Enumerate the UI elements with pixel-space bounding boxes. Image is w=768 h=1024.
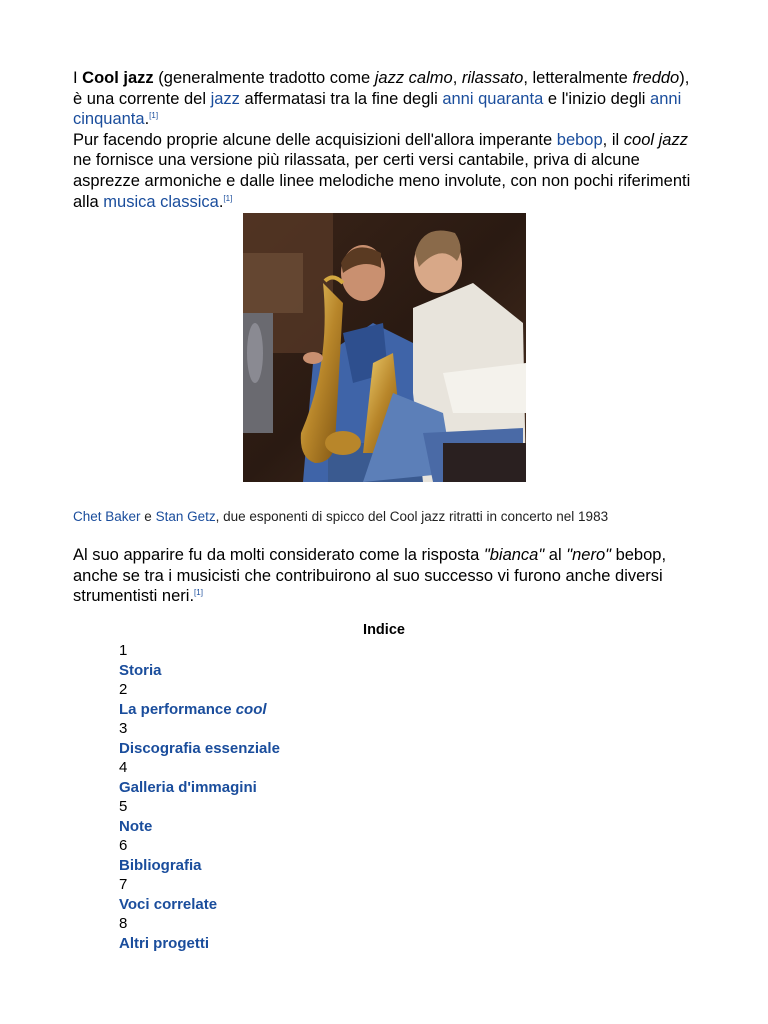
link-stan-getz[interactable]: Stan Getz <box>155 509 216 524</box>
toc-number: 4 <box>119 759 128 776</box>
link-chet-baker[interactable]: Chet Baker <box>73 509 141 524</box>
text: ), è una corrente del <box>73 69 690 108</box>
link-anni-cinquanta[interactable]: anni cinquanta <box>73 89 682 129</box>
image-caption <box>73 507 703 526</box>
text: rilassato <box>461 69 524 87</box>
paragraph-bebop <box>73 130 703 212</box>
text: e l'inizio degli <box>543 89 651 108</box>
toc-item-storia[interactable]: Storia <box>119 661 162 679</box>
table-of-contents <box>119 641 280 953</box>
text: . <box>144 110 150 129</box>
toc-item-label: La performance <box>119 700 236 718</box>
toc-item-galleria[interactable]: Galleria d'immagini <box>119 778 257 796</box>
toc-number: 3 <box>119 720 128 737</box>
text: , letteralmente <box>523 69 633 87</box>
toc-number: 8 <box>119 915 128 932</box>
toc-item-performance-cool[interactable] <box>119 700 280 720</box>
toc-item-voci-correlate[interactable]: Voci correlate <box>119 895 218 913</box>
toc-item-label-italic: cool <box>235 700 267 718</box>
paragraph-intro <box>73 68 703 130</box>
toc-number: 5 <box>119 798 128 815</box>
toc-number: 7 <box>119 876 128 893</box>
text: freddo <box>632 69 680 87</box>
text: bebop, anche se tra i musicisti che contribuirono al suo successo vi furono anche diversi strumentisti neri. <box>73 546 667 606</box>
article-intro <box>73 68 703 212</box>
text: "nero" <box>566 546 611 564</box>
reference-link[interactable]: [1] <box>223 193 233 203</box>
text: e <box>140 509 156 524</box>
text: , il <box>602 130 624 149</box>
text: (generalmente tradotto come <box>153 69 375 87</box>
link-anni-quaranta[interactable]: anni quaranta <box>442 89 544 108</box>
toc-item-note[interactable]: Note <box>119 817 153 835</box>
text: jazz calmo <box>374 69 453 87</box>
term-cool-jazz: Cool jazz <box>82 69 154 87</box>
text: ne fornisce una versione più rilassata, per certi versi cantabile, priva di alcune asprezze armoniche e dalle linee melodiche meno involute, con non pochi riferimenti alla <box>73 151 691 211</box>
toc-item-bibliografia[interactable]: Bibliografia <box>119 856 202 874</box>
text: al <box>544 546 567 564</box>
text: Al suo apparire fu da molti considerato come la risposta <box>73 546 484 564</box>
text: , due esponenti di spicco del Cool jazz ritratti in concerto nel 1983 <box>215 509 609 524</box>
toc-item-altri-progetti[interactable]: Altri progetti <box>119 934 209 952</box>
link-musica-classica[interactable]: musica classica <box>103 192 219 211</box>
toc-number: 1 <box>119 642 128 659</box>
toc-title: Indice <box>363 622 405 638</box>
text: affermatasi tra la fine degli <box>239 89 443 108</box>
text: I <box>73 69 83 87</box>
link-bebop[interactable]: bebop <box>556 130 603 149</box>
toc-item-discografia[interactable]: Discografia essenziale <box>119 739 280 757</box>
reference-link[interactable]: [1] <box>149 111 159 121</box>
toc-number: 2 <box>119 681 128 698</box>
reference-link[interactable]: [1] <box>194 588 203 598</box>
text: Pur facendo proprie alcune delle acquisizioni dell'allora imperante <box>73 130 557 149</box>
photo-chet-baker-stan-getz[interactable] <box>243 213 526 482</box>
link-jazz[interactable]: jazz <box>210 89 240 108</box>
text: cool jazz <box>623 130 688 149</box>
text: . <box>218 192 224 211</box>
toc-number: 6 <box>119 837 128 854</box>
text: , <box>452 69 462 87</box>
text: "bianca" <box>483 546 545 564</box>
paragraph-reception <box>73 545 703 607</box>
